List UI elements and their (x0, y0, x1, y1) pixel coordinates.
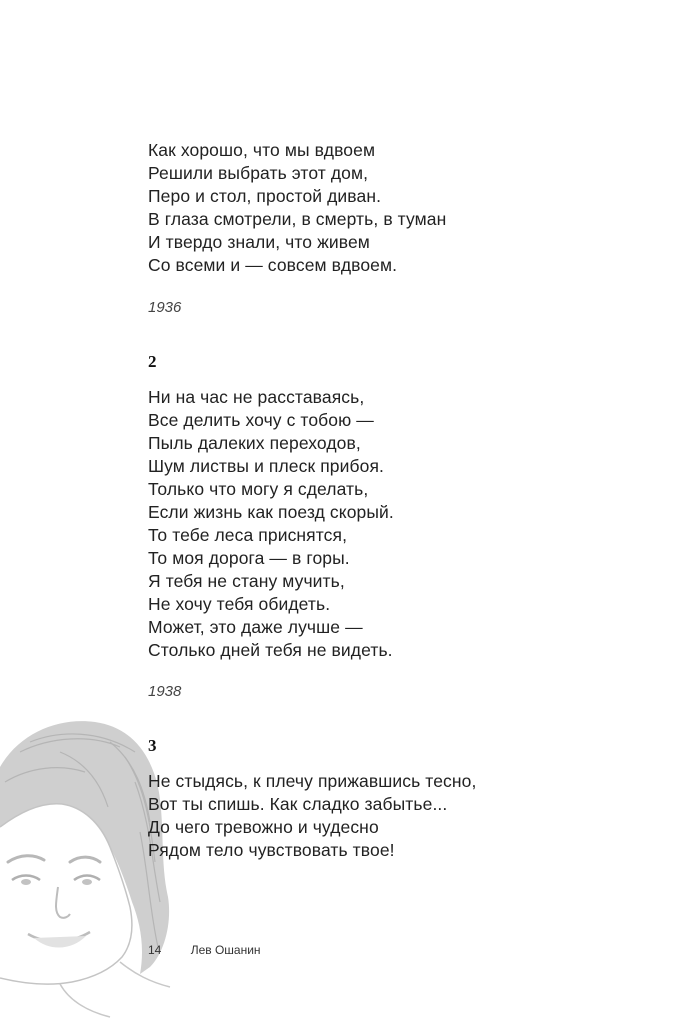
page-footer (148, 942, 261, 958)
poem-line: И твердо знали, что живем (148, 232, 370, 252)
poem-3-number: 3 (148, 736, 157, 755)
poem-line: Вот ты спишь. Как сладко забытье... (148, 794, 448, 814)
poem-2-stanza (148, 386, 618, 662)
poem-line: Если жизнь как поезд скорый. (148, 502, 394, 522)
poem-2-number: 2 (148, 352, 157, 371)
poem-line: Шум листвы и плеск прибоя. (148, 456, 384, 476)
poem-line: Может, это даже лучше — (148, 617, 363, 637)
poem-line: То тебе леса приснятся, (148, 525, 348, 545)
woman-portrait-illustration (0, 712, 190, 1034)
poem-line: Не хочу тебя обидеть. (148, 594, 331, 614)
poem-line: Пыль далеких переходов, (148, 433, 361, 453)
poem-line: Решили выбрать этот дом, (148, 163, 369, 183)
poem-line: Только что могу я сделать, (148, 479, 369, 499)
poem-line: Ни на час не расставаясь, (148, 387, 365, 407)
poem-line: Все делить хочу с тобою — (148, 410, 374, 430)
poem-1-stanza (148, 139, 618, 277)
poem-line: До чего тревожно и чудесно (148, 817, 379, 837)
poem-line: Со всеми и — совсем вдвоем. (148, 255, 398, 275)
poem-1-year: 1936 (148, 299, 182, 316)
page-number: 14 (148, 943, 162, 957)
poem-line: В глаза смотрели, в смерть, в туман (148, 209, 447, 229)
poem-line: Рядом тело чувствовать твое! (148, 840, 395, 860)
poem-line: Я тебя не стану мучить, (148, 571, 345, 591)
poem-2-year: 1938 (148, 683, 182, 700)
poem-line: То моя дорога — в горы. (148, 548, 350, 568)
poem-line: Перо и стол, простой диван. (148, 186, 382, 206)
poem-line: Как хорошо, что мы вдвоем (148, 140, 376, 160)
poem-3-stanza (148, 770, 618, 862)
poem-line: Столько дней тебя не видеть. (148, 640, 393, 660)
poem-line: Не стыдясь, к плечу прижавшись тесно, (148, 771, 477, 791)
running-author: Лев Ошанин (190, 943, 261, 957)
